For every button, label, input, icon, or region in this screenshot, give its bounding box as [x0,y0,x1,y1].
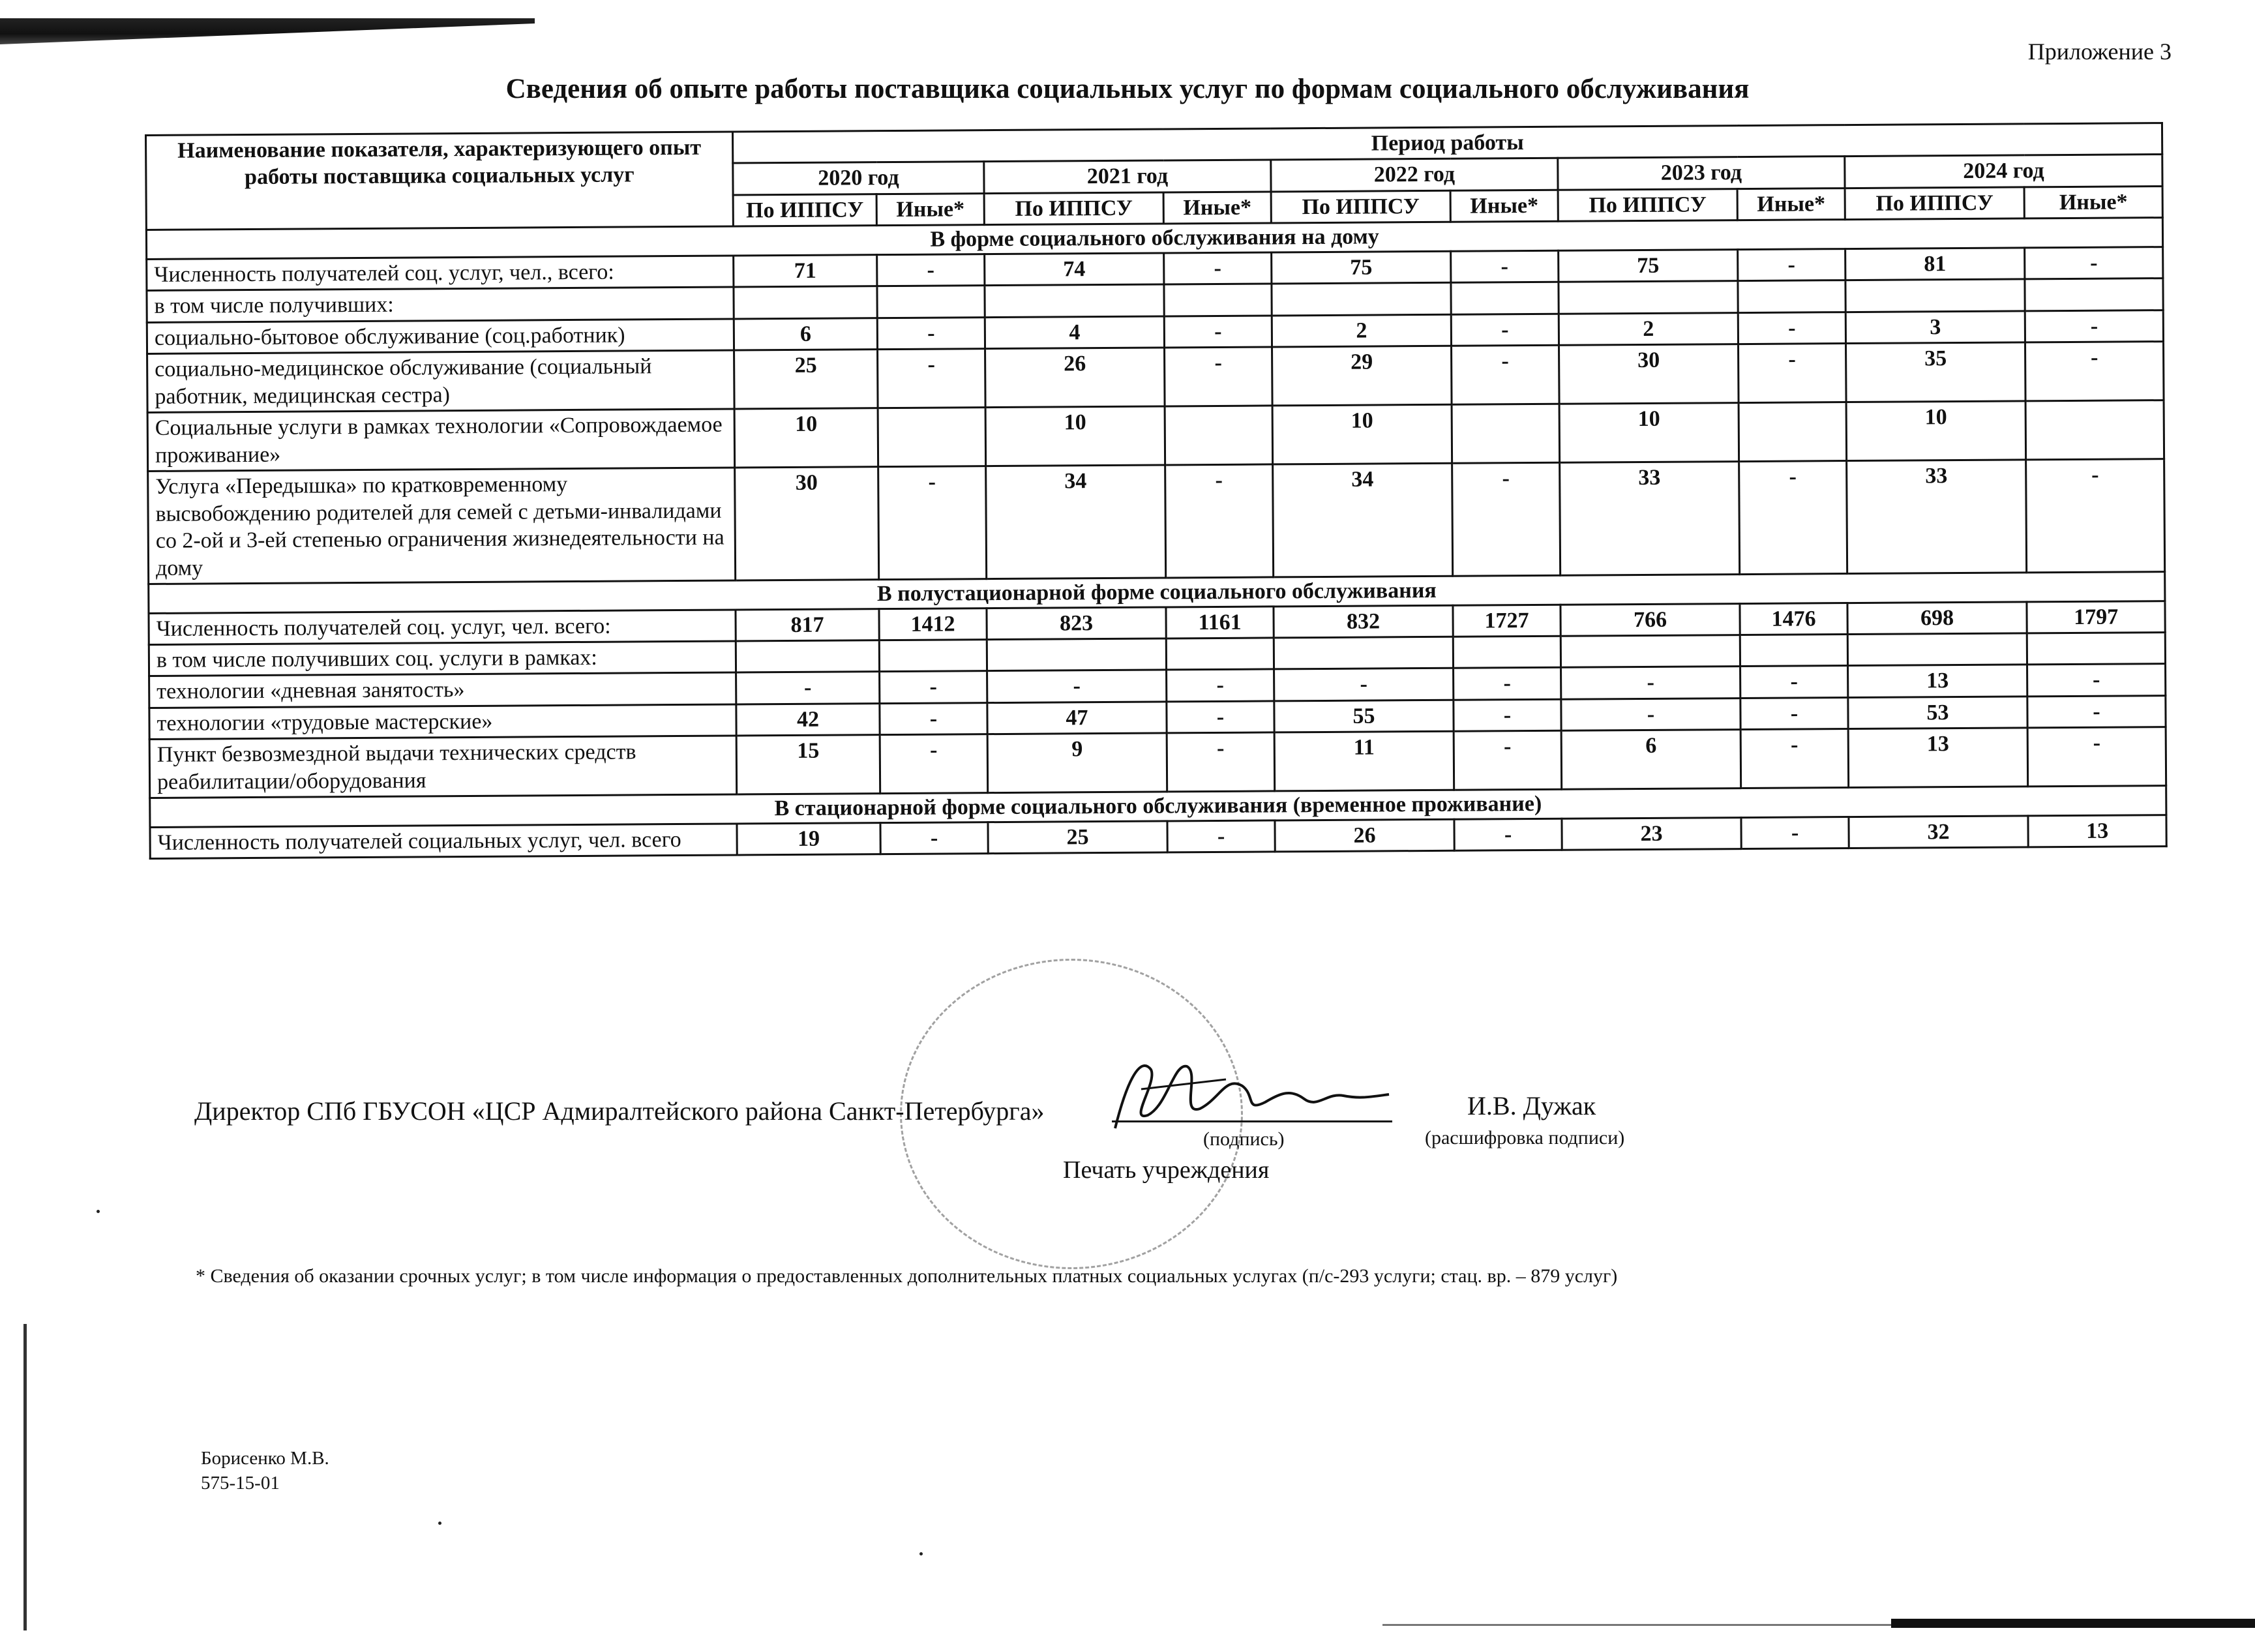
value-cell: 1161 [1166,606,1274,638]
value-cell [987,638,1166,671]
scan-speck [97,1210,100,1213]
value-cell [1845,279,2025,312]
value-cell: 26 [1275,819,1454,852]
value-cell: 53 [1848,697,2027,729]
value-cell [2025,278,2163,311]
value-cell: - [1454,731,1562,790]
value-cell [1274,637,1453,669]
value-cell: 35 [1846,342,2026,402]
scan-speck [919,1552,923,1555]
value-cell: - [1739,344,1847,403]
year-header: 2021 год [984,160,1271,193]
value-cell: 29 [1272,346,1452,406]
value-cell: - [1165,347,1273,406]
value-cell: 1412 [879,608,987,640]
value-cell: 823 [987,607,1166,639]
value-cell: - [877,317,985,349]
value-cell: - [1452,462,1561,576]
row-label: технологии «трудовые мастерские» [149,704,736,740]
value-cell [1451,282,1559,314]
stamp-caption: Печать учреждения [1063,1156,1270,1184]
footnote: * Сведения об оказании срочных услуг; в том числе информация о предоставленных дополнительных платных социальных услугах (п/с-293 услуги; стац. вр. – 879 услуг) [196,1265,1618,1287]
value-cell: 33 [1560,462,1740,576]
subheader-ippsu: По ИППСУ [1845,187,2024,220]
value-cell: 10 [734,408,878,468]
value-cell: - [2025,247,2163,279]
table-row [148,459,2165,584]
director-name: И.В. Дужак [1467,1091,1596,1120]
page-title: Сведения об опыте работы поставщика социальных услуг по формам социального обслуживания [505,74,1750,104]
appendix-label: Приложение 3 [2027,38,2172,65]
value-cell: - [1164,316,1272,348]
value-cell [1561,635,1740,668]
value-cell: - [1740,697,1848,729]
scan-artifact-bottom [1891,1619,2255,1628]
section-title: В стационарной форме социального обслуживания (временное проживание) [150,786,2166,827]
value-cell: - [1167,701,1274,733]
scan-artifact-line [1382,1624,1904,1626]
value-cell: 6 [1561,730,1741,790]
value-cell [1739,402,1847,462]
value-cell: - [1738,312,1845,344]
value-cell: - [880,822,988,854]
value-cell: - [1738,248,1845,280]
executor-block [201,1447,329,1495]
table-body [146,218,2166,859]
value-cell [1738,280,1845,312]
value-cell: 13 [1848,665,2027,697]
value-cell: 10 [1559,403,1739,463]
row-label: технологии «дневная занятость» [149,672,736,708]
value-cell: - [1741,817,1849,849]
subheader-other: Иные* [2024,187,2162,219]
subheader-other: Иные* [1450,190,1558,222]
value-cell: - [880,734,988,794]
indicator-header: Наименование показателя, характеризующего опыт работы поставщика социальных услуг [146,132,734,230]
value-cell: - [2025,342,2164,401]
executor-phone: 575-15-01 [201,1472,280,1494]
value-cell: - [1164,252,1272,284]
value-cell: - [1451,314,1559,346]
value-cell: 25 [734,350,878,409]
value-cell: 47 [987,702,1167,734]
value-cell: - [877,254,985,286]
value-cell: - [1454,668,1561,700]
value-cell: - [1274,668,1454,701]
value-cell: - [1167,669,1274,701]
value-cell: - [1452,346,1560,405]
subheader-ippsu: По ИППСУ [1271,190,1450,223]
year-header: 2020 год [733,162,984,195]
value-cell: - [1451,250,1559,282]
row-label: в том числе получивших: [147,287,734,322]
value-cell [1272,283,1451,316]
director-position: Директор СПб ГБУСОН «ЦСР Адмиралтейского района Санкт-Петербурга» [194,1096,1045,1126]
value-cell: - [1167,732,1275,792]
value-cell: 698 [1847,601,2027,634]
value-cell: 15 [736,735,880,794]
value-cell: 11 [1274,732,1454,792]
value-cell: 2 [1272,314,1451,347]
value-cell: - [880,671,987,703]
value-cell: 10 [985,406,1165,466]
value-cell: - [1561,698,1740,730]
value-cell [1559,281,1738,314]
value-cell: 23 [1562,817,1741,850]
value-cell [734,286,877,319]
value-cell: - [2027,727,2166,787]
value-cell: - [1167,820,1275,852]
row-label: социально-бытовое обслуживание (соц.работник) [147,319,734,354]
value-cell: 81 [1845,248,2025,280]
year-header: 2023 год [1558,157,1845,190]
value-cell [878,408,986,467]
value-cell [1166,638,1274,670]
scan-artifact-left [23,1324,27,1630]
row-label: Численность получателей социальных услуг, чел. всего [150,824,737,859]
value-cell: - [1739,461,1847,575]
experience-table [145,122,2168,860]
value-cell: 55 [1274,700,1454,732]
scan-artifact-top [0,18,535,44]
value-cell: 1797 [2027,601,2165,633]
row-label: социально-медицинское обслуживание (социальный работник, медицинская сестра) [147,350,735,412]
row-label: Численность получателей соц. услуг, чел. всего: [149,609,736,644]
value-cell: 42 [736,704,880,736]
value-cell [1847,633,2027,666]
signature-line [1112,1120,1392,1122]
value-cell: 25 [988,821,1167,854]
value-cell: 13 [2028,815,2166,847]
period-header: Период работы [732,123,2162,164]
value-cell: - [878,349,986,408]
subheader-ippsu: По ИППСУ [733,194,876,227]
value-cell: 1727 [1453,605,1561,637]
row-label: Социальные услуги в рамках технологии «Сопровождаемое проживание» [147,409,735,471]
value-cell: - [987,670,1167,702]
value-cell: 4 [985,316,1164,349]
subheader-ippsu: По ИППСУ [1558,189,1737,222]
value-cell: 10 [1272,404,1452,464]
value-cell: - [2027,664,2166,697]
subheader-other: Иные* [1737,188,1845,220]
value-cell: 33 [1847,460,2027,574]
value-cell: 71 [734,255,877,288]
value-cell: 32 [1849,816,2028,849]
value-cell: - [2026,459,2165,573]
value-cell [1740,635,1847,667]
value-cell: 13 [1848,728,2028,788]
value-cell: - [2027,695,2166,728]
value-cell: 34 [1273,463,1453,577]
scan-speck [438,1522,441,1525]
value-cell: 1476 [1740,603,1847,635]
value-cell: - [1454,818,1562,850]
year-header: 2022 год [1271,158,1558,192]
value-cell [2025,400,2164,460]
value-cell: 832 [1274,605,1453,638]
value-cell: 9 [987,733,1167,793]
value-cell: 75 [1559,249,1738,282]
value-cell: - [880,703,987,735]
section-title: В форме социального обслуживания на дому [146,218,2162,259]
value-cell [1452,404,1560,463]
value-cell: 74 [985,253,1164,286]
value-cell: 10 [1846,401,2026,461]
year-header: 2024 год [1845,155,2162,188]
value-cell [1165,406,1273,465]
value-cell: 19 [737,822,880,855]
value-cell: - [736,672,880,704]
row-label: в том числе получивших соц. услуги в рамках: [149,641,736,676]
value-cell: 34 [986,465,1166,579]
name-caption: (расшифровка подписи) [1425,1127,1625,1149]
value-cell: 817 [736,608,879,641]
executor-name: Борисенко М.В. [201,1448,329,1469]
row-label: Услуга «Передышка» по кратковременному высвобождению родителей для семей с детьми-инвалидами со 2-ой и 3-ей степенью ограничения жизнедеятельности на дому [148,468,736,584]
value-cell [1453,636,1561,668]
section-title: В полустационарной форме социального обслуживания [149,572,2165,613]
value-cell: 6 [734,318,877,350]
value-cell [736,640,879,673]
value-cell [1164,284,1272,316]
signature-caption: (подпись) [1203,1128,1285,1150]
row-label: Численность получателей соц. услуг, чел., всего: [147,256,734,291]
value-cell: 26 [985,348,1165,408]
value-cell [877,286,985,318]
value-cell: 30 [735,467,879,580]
value-cell [2027,633,2165,665]
value-cell: 75 [1272,251,1451,284]
subheader-other: Иные* [1163,192,1271,224]
value-cell [879,640,987,672]
value-cell [985,284,1164,317]
value-cell: - [1561,667,1740,699]
value-cell: 30 [1559,344,1739,404]
value-cell: 766 [1561,603,1740,636]
value-cell: - [1454,699,1561,731]
value-cell: 2 [1559,312,1738,345]
subheader-other: Иные* [876,194,984,226]
value-cell: 3 [1845,311,2025,344]
row-label: Пункт безвозмездной выдачи технических средств реабилитации/оборудования [149,736,737,798]
subheader-ippsu: По ИППСУ [984,192,1163,225]
value-cell: - [1740,666,1848,698]
value-cell: - [2025,310,2163,342]
value-cell: - [1165,464,1274,578]
value-cell: - [878,466,987,580]
value-cell: - [1740,729,1849,788]
